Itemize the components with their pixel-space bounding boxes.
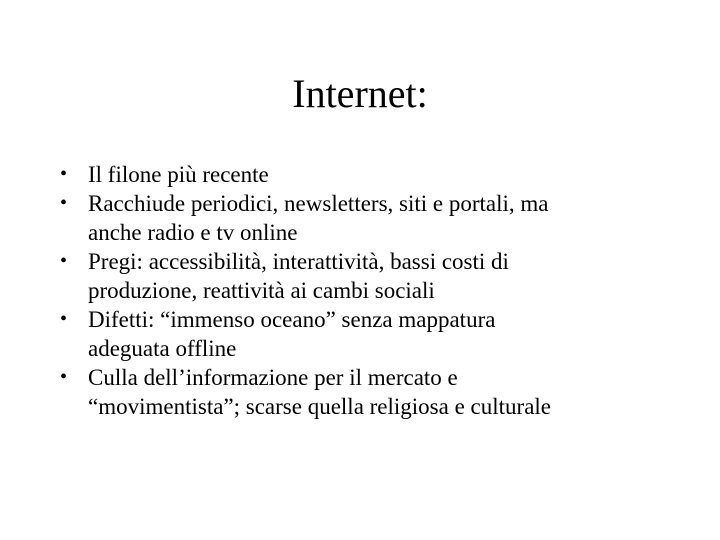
bullet-icon: • bbox=[60, 192, 68, 214]
bullet-text-line: produzione, reattività ai cambi sociali bbox=[88, 278, 435, 303]
bullet-text-line: Il filone più recente bbox=[88, 162, 269, 187]
bullet-icon: • bbox=[60, 250, 68, 272]
bullet-icon: • bbox=[60, 308, 68, 330]
bullet-text-line: “movimentista”; scarse quella religiosa e culturale bbox=[88, 394, 552, 419]
bullet-text-line: anche radio e tv online bbox=[88, 220, 298, 245]
bullet-icon: • bbox=[60, 163, 68, 185]
bullet-text-line: adeguata offline bbox=[88, 336, 237, 361]
bullet-item bbox=[60, 189, 680, 247]
bullet-item bbox=[60, 363, 680, 421]
bullet-text-line: Pregi: accessibilità, interattività, bassi costi di bbox=[88, 249, 509, 274]
bullet-icon: • bbox=[60, 366, 68, 388]
bullet-text-line: Racchiude periodici, newsletters, siti e portali, ma bbox=[88, 191, 549, 216]
bullet-item bbox=[60, 305, 680, 363]
bullet-item bbox=[60, 160, 680, 189]
bullet-item bbox=[60, 247, 680, 305]
slide-title: Internet: bbox=[292, 71, 428, 116]
bullet-list bbox=[60, 160, 680, 421]
bullet-text-line: Culla dell’informazione per il mercato e bbox=[88, 365, 458, 390]
bullet-text-line: Difetti: “immenso oceano” senza mappatura bbox=[88, 307, 496, 332]
